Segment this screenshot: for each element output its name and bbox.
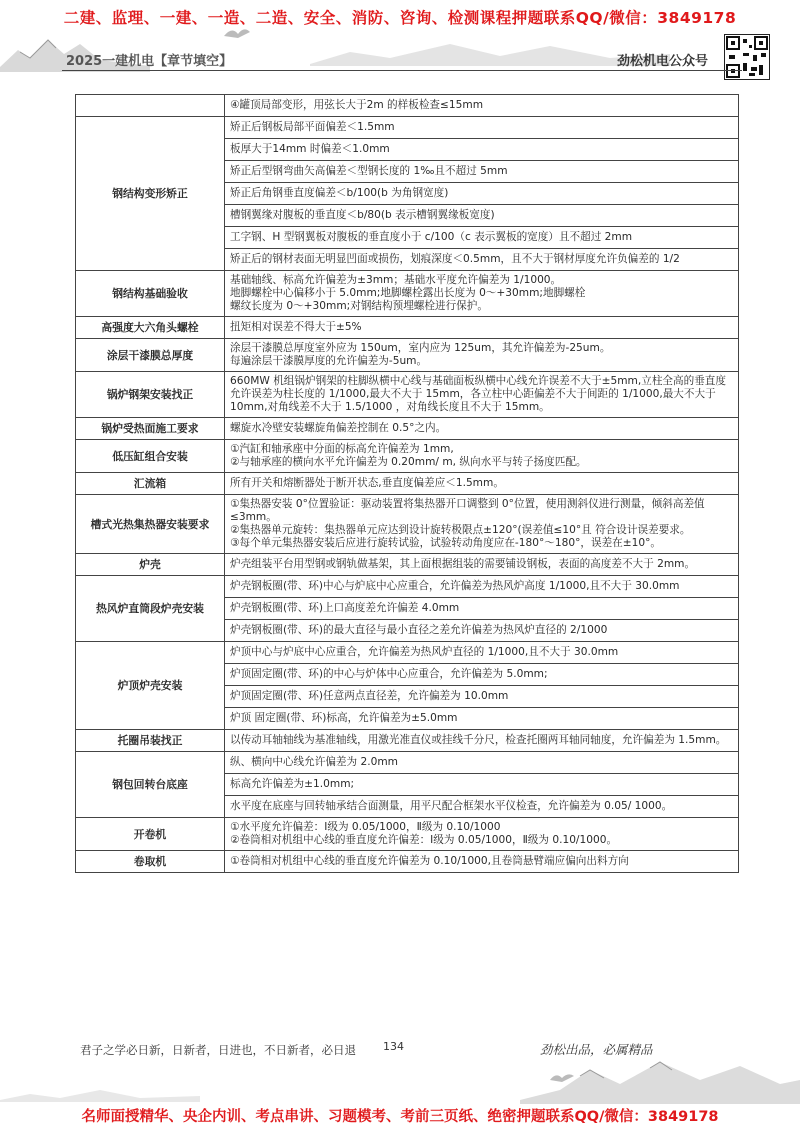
row-category: 炉壳 [76, 554, 225, 576]
row-detail: 炉顶 固定圈(带、环)标高，允许偏差为±5.0mm [225, 708, 739, 730]
footer-brand: 劲松出品，必属精品 [540, 1042, 653, 1057]
row-detail: 工字钢、H 型钢翼板对腹板的垂直度小于 c/100（c 表示翼板的宽度）且不超过 2mm [225, 227, 739, 249]
row-detail: 水平度在底座与回转轴承结合面测量，用平尺配合框架水平仪检查，允许偏差为 0.05/ 1000。 [225, 796, 739, 818]
table-row [76, 418, 739, 440]
row-detail [225, 339, 739, 372]
mountain-decoration-bottom-left [0, 1080, 200, 1102]
row-category: 槽式光热集热器安装要求 [76, 495, 225, 554]
row-category: 高强度大六角头螺栓 [76, 317, 225, 339]
row-category: 汇流箱 [76, 473, 225, 495]
row-detail [225, 818, 739, 851]
table-row [76, 495, 739, 554]
detail-line: ①水平度允许偏差：Ⅰ级为 0.05/1000，Ⅱ级为 0.10/1000 [230, 821, 501, 833]
row-detail: 槽钢翼缘对腹板的垂直度＜b/80(b 表示槽钢翼缘板宽度) [225, 205, 739, 227]
detail-line: 涂层干漆膜总厚度室外应为 150um，室内应为 125um，其允许偏差为-25um。 [230, 342, 611, 354]
detail-line: ②卷筒相对机组中心线的垂直度允许偏差：Ⅰ级为 0.05/1000，Ⅱ级为 0.10/1000。 [230, 834, 618, 846]
row-detail: 矫正后角钢垂直度偏差＜b/100(b 为角钢宽度) [225, 183, 739, 205]
table-row [76, 818, 739, 851]
qr-code-icon [724, 34, 770, 80]
row-detail: 矫正后钢板局部平面偏差＜1.5mm [225, 117, 739, 139]
detail-line: ①集热器安装 0°位置验证：驱动装置将集热器开口调整到 0°位置，使用测斜仪进行测量，倾斜高差值≤3mm。 [230, 498, 705, 523]
row-detail: 螺旋水冷壁安装螺旋角偏差控制在 0.5°之内。 [225, 418, 739, 440]
table-row [76, 730, 739, 752]
row-category: 托圈吊装找正 [76, 730, 225, 752]
row-detail [225, 440, 739, 473]
row-category: 开卷机 [76, 818, 225, 851]
header-publisher: 劲松机电公众号 [616, 54, 708, 69]
table-row [76, 576, 739, 598]
bottom-banner: 名师面授精华、央企内训、考点串讲、习题模考、考前三页纸、绝密押题联系QQ/微信：3849178 [81, 1109, 719, 1125]
row-detail: 以传动耳轴轴线为基准轴线，用激光准直仪或挂线千分尺，检查托圈两耳轴同轴度，允许偏差为 1.5mm。 [225, 730, 739, 752]
page-number: 134 [383, 1040, 404, 1053]
row-detail: 纵、横向中心线允许偏差为 2.0mm [225, 752, 739, 774]
row-detail: 矫正后型钢弯曲矢高偏差＜型钢长度的 1‰且不超过 5mm [225, 161, 739, 183]
row-category: 卷取机 [76, 851, 225, 873]
row-category: 涂层干漆膜总厚度 [76, 339, 225, 372]
detail-line: ②集热器单元旋转：集热器单元应达到设计旋转极限点±120°(误差值≤10°且 符合设计误差要求。 [230, 524, 691, 536]
row-detail: 炉顶中心与炉底中心应重合，允许偏差为热风炉直径的 1/1000,且不大于 30.0mm [225, 642, 739, 664]
row-category: 低压缸组合安装 [76, 440, 225, 473]
row-detail: 660MW 机组锅炉钢架的柱脚纵横中心线与基础面板纵横中心线允许误差不大于±5mm,立柱全高的垂直度允许误差为柱长度的 1/1000,最大不大于 15mm，各立柱中心距偏差不大于间距的 1/1000,最大不大于 10mm,对角线差不大于 1.5/1000 ，对角线长度且不大于 15mm。 [225, 372, 739, 418]
table-row [76, 339, 739, 372]
crane-icon [222, 24, 252, 46]
row-detail: 炉壳钢板圈(带、环)上口高度差允许偏差 4.0mm [225, 598, 739, 620]
row-detail [225, 495, 739, 554]
tolerance-table [75, 94, 739, 873]
table-row [76, 117, 739, 139]
row-detail: ④罐顶局部变形，用弦长大于2m 的样板检查≤15mm [225, 95, 739, 117]
detail-line: ③每个单元集热器安装后应进行旋转试验，试验转动角度应在-180°～180°，误差在±10°。 [230, 537, 662, 549]
row-detail: 炉壳组装平台用型钢或钢轨做基架，其上面根据组装的需要铺设钢板，表面的高度差不大于 2mm。 [225, 554, 739, 576]
row-category: 钢结构基础验收 [76, 271, 225, 317]
row-category: 锅炉受热面施工要求 [76, 418, 225, 440]
row-category [76, 95, 225, 117]
table-row [76, 851, 739, 873]
detail-line: 每遍涂层干漆膜厚度的允许偏差为-5um。 [230, 355, 428, 367]
row-detail: 扭矩相对误差不得大于±5% [225, 317, 739, 339]
detail-line: 基础轴线、标高允许偏差为±3mm；基础水平度允许偏差为 1/1000。 [230, 274, 562, 286]
row-detail: 炉顶固定圈(带、环)任意两点直径差，允许偏差为 10.0mm [225, 686, 739, 708]
table-row [76, 752, 739, 774]
row-category: 锅炉钢架安装找正 [76, 372, 225, 418]
row-category: 钢结构变形矫正 [76, 117, 225, 271]
row-detail: ①卷筒相对机组中心线的垂直度允许偏差为 0.10/1000,且卷筒悬臂端应偏向出料方向 [225, 851, 739, 873]
row-category: 热风炉直筒段炉壳安装 [76, 576, 225, 642]
row-category: 炉顶炉壳安装 [76, 642, 225, 730]
row-category: 钢包回转台底座 [76, 752, 225, 818]
detail-line: ①汽缸和轴承座中分面的标高允许偏差为 1mm, [230, 443, 454, 455]
top-banner: 二建、监理、一建、一造、二造、安全、消防、咨询、检测课程押题联系QQ/微信：3849178 [63, 9, 737, 27]
table-row [76, 317, 739, 339]
detail-line: 地脚螺栓中心偏移小于 5.0mm;地脚螺栓露出长度为 0～+30mm;地脚螺栓 [230, 287, 586, 299]
table-row [76, 554, 739, 576]
table-row [76, 271, 739, 317]
row-detail: 炉壳钢板圈(带、环)中心与炉底中心应重合，允许偏差为热风炉高度 1/1000,且不大于 30.0mm [225, 576, 739, 598]
table-row [76, 95, 739, 117]
table-row [76, 440, 739, 473]
row-detail: 矫正后的钢材表面无明显凹面或损伤，划痕深度＜0.5mm，且不大于钢材厚度允许负偏差的 1/2 [225, 249, 739, 271]
row-detail: 炉壳钢板圈(带、环)的最大直径与最小直径之差允许偏差为热风炉直径的 2/1000 [225, 620, 739, 642]
row-detail: 炉顶固定圈(带、环)的中心与炉体中心应重合，允许偏差为 5.0mm; [225, 664, 739, 686]
header-title: 2025一建机电【章节填空】 [66, 54, 233, 69]
row-detail [225, 271, 739, 317]
detail-line: ②与轴承座的横向水平允许偏差为 0.20mm/ m, 纵向水平与转子扬度匹配。 [230, 456, 587, 468]
row-detail: 所有开关和熔断器处于断开状态,垂直度偏差应＜1.5mm。 [225, 473, 739, 495]
row-detail: 标高允许偏差为±1.0mm; [225, 774, 739, 796]
table-row [76, 642, 739, 664]
detail-line: 螺纹长度为 0～+30mm;对钢结构预埋螺栓进行保护。 [230, 300, 488, 312]
footer-motto: 君子之学必日新，日新者，日进也，不日新者，必日退 [80, 1043, 356, 1057]
table-row [76, 372, 739, 418]
row-detail: 板厚大于14mm 时偏差＜1.0mm [225, 139, 739, 161]
header-divider [62, 70, 742, 71]
table-row [76, 473, 739, 495]
